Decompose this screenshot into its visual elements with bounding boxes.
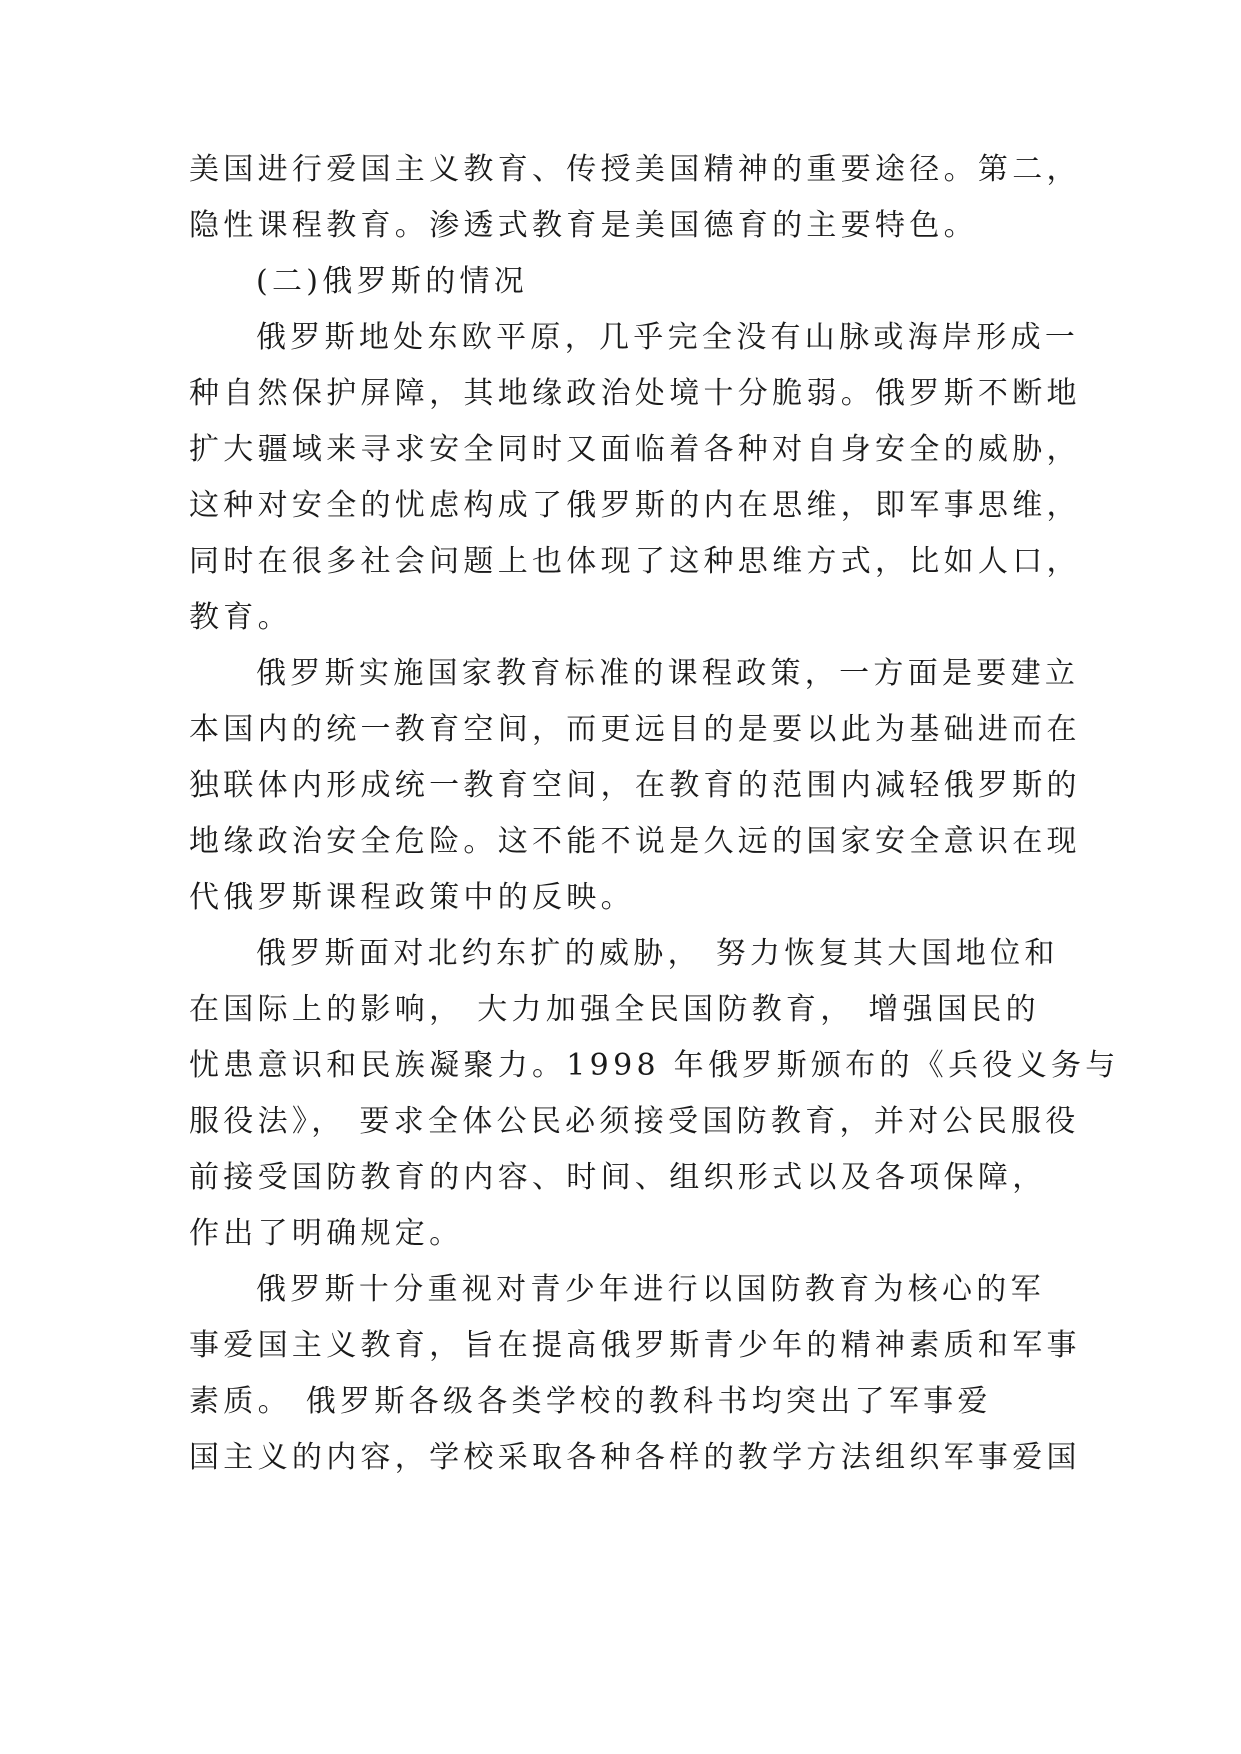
text-line: 独联体内形成统一教育空间，在教育的范围内减轻俄罗斯的: [189, 768, 1081, 803]
text-line: 地缘政治安全危险。这不能不说是久远的国家安全意识在现: [189, 824, 1081, 859]
text-line: 种自然保护屏障，其地缘政治处境十分脆弱。俄罗斯不断地: [189, 376, 1081, 411]
paragraph-start: 俄罗斯面对北约东扩的威胁， 努力恢复其大国地位和: [256, 936, 1059, 971]
paragraph-start: 俄罗斯实施国家教育标准的课程政策，一方面是要建立: [256, 656, 1080, 691]
section-heading: (二)俄罗斯的情况: [256, 264, 529, 299]
text-line: 隐性课程教育。渗透式教育是美国德育的主要特色。: [189, 208, 978, 243]
text-line: 美国进行爱国主义教育、传授美国精神的重要途径。第二，: [189, 152, 1081, 187]
text-line: 这种对安全的忧虑构成了俄罗斯的内在思维，即军事思维，: [189, 488, 1081, 523]
paragraph-start: 俄罗斯十分重视对青少年进行以国防教育为核心的军: [256, 1272, 1045, 1307]
text-line: 同时在很多社会问题上也体现了这种思维方式，比如人口，: [189, 544, 1081, 579]
text-line: 前接受国防教育的内容、时间、组织形式以及各项保障，: [189, 1160, 1047, 1195]
text-line: 事爱国主义教育，旨在提高俄罗斯青少年的精神素质和军事: [189, 1328, 1081, 1363]
text-line: 国主义的内容，学校采取各种各样的教学方法组织军事爱国: [189, 1440, 1081, 1475]
text-line: 在国际上的影响， 大力加强全民国防教育， 增强国民的: [189, 992, 1040, 1027]
text-line: 作出了明确规定。: [189, 1216, 464, 1251]
text-line: 教育。: [189, 600, 292, 635]
paragraph-start: 俄罗斯地处东欧平原，几乎完全没有山脉或海岸形成一: [256, 320, 1080, 355]
text-line: 素质。 俄罗斯各级各类学校的教科书均突出了军事爱: [189, 1384, 992, 1419]
text-line: 服役法》， 要求全体公民必须接受国防教育，并对公民服役: [189, 1104, 1080, 1139]
text-line: 忧患意识和民族凝聚力。1998 年俄罗斯颁布的《兵役义务与: [189, 1048, 1120, 1083]
text-line: 扩大疆域来寻求安全同时又面临着各种对自身安全的威胁，: [189, 432, 1081, 467]
text-line: 本国内的统一教育空间，而更远目的是要以此为基础进而在: [189, 712, 1081, 747]
text-line: 代俄罗斯课程政策中的反映。: [189, 880, 635, 915]
